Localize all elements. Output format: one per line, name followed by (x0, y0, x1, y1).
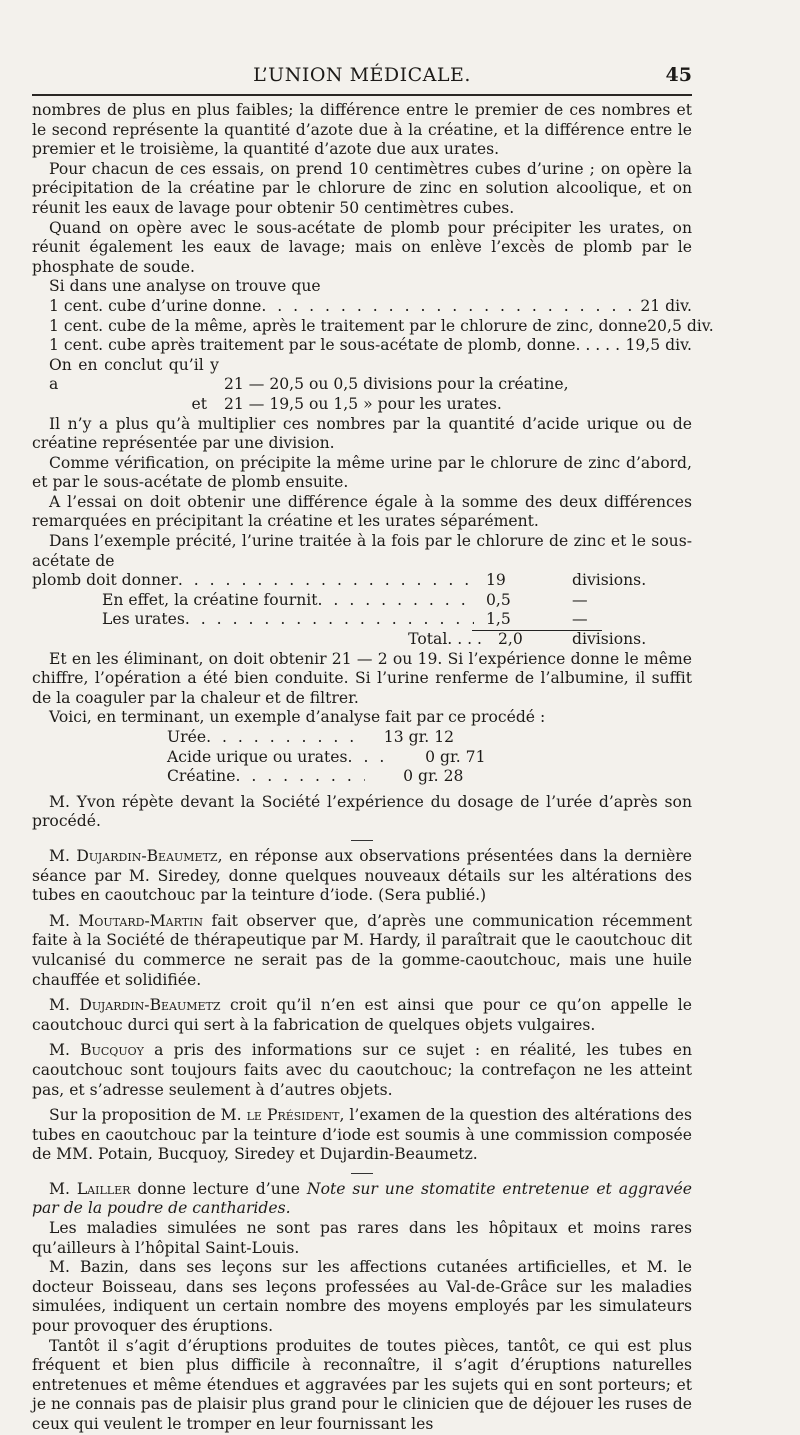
paragraph (32, 912, 692, 990)
row-label: plomb doit donner (32, 571, 178, 590)
row-value: 1,5 (486, 610, 511, 629)
paragraph: nombres de plus en plus faibles; la différence entre le premier de ces nombres et le second représente la quantité d’azote due à la créatine, et la différence entre le premier et le troisième, la quantité d’azote due aux urates. (32, 101, 692, 159)
measurement-value: 20,5 div. (647, 316, 714, 335)
analysis-row (32, 728, 692, 748)
paragraph: Tantôt il s’agit d’éruptions produites de toutes pièces, tantôt, ce qui est plus fréquent et bien plus difficile à reconnaître, il s’agit d’éruptions naturelles entretenues et même étendues et aggravées par les sujets qui en sont porteurs; et je ne connais pas de plaisir plus grand pour le clinicien que de déjouer les ruses de ceux qui veulent le tromper en leur fournissant les (32, 1336, 692, 1433)
dot-leader (178, 571, 474, 591)
speaker-name: M. Moutard-Martin (49, 911, 204, 930)
total-value: 2,0 (498, 630, 523, 649)
paragraph-text: fait observer que, d’après une communication récemment faite à la Société de thérapeutique par M. Hardy, il paraîtrait que le caoutchouc dit vulcanisé du commerce ne serait pas de la gomme-caoutchouc, mais une huile chauffée et solidifiée. (32, 911, 692, 989)
divisions-table (32, 571, 692, 649)
measurement-label: 1 cent. cube d’urine donne (49, 296, 262, 315)
measurement-line (32, 297, 692, 317)
table-row (32, 571, 692, 591)
row-unit: — (572, 610, 588, 629)
analysis-label: Urée (167, 728, 207, 746)
paragraph-text: donne lecture d’une (130, 1179, 307, 1198)
table-row (32, 610, 692, 630)
paragraph-text: en réponse aux observations présentées dans la dernière séance par M. Siredey, donne quelques nouveaux détails sur les altérations des tubes en caoutchouc par la teinture d’iode. (Sera publié.) (32, 846, 692, 905)
paragraph: Si dans une analyse on trouve que (49, 277, 321, 296)
measurement-value: 21 div. (640, 296, 692, 315)
row-value: 0,5 (486, 590, 511, 609)
dot-leader (206, 728, 356, 748)
analysis-value: 0 gr. 71 (425, 747, 486, 766)
paragraph (32, 996, 692, 1035)
table-row (32, 591, 692, 611)
dot-leader (261, 297, 640, 317)
analysis-label: Acide urique ou urates (167, 747, 348, 766)
paragraph: Voici, en terminant, un exemple d’analyse fait par ce procédé : (49, 708, 546, 727)
article-body (32, 101, 714, 1435)
paragraph: Dans l’exemple précité, l’urine traitée à la fois par le chlorure de zinc et le sous-acétate de (32, 532, 692, 570)
paragraph-text: croit qu’il n’en est ainsi que pour ce qu’on appelle le caoutchouc durci qui sert à la fabrication de quelques objets vulgaires. (32, 996, 692, 1034)
measurement-label: 1 cent. cube de la même, après le traitement par le chlorure de zinc, donne (49, 316, 648, 335)
measurement-line (32, 336, 692, 356)
conclusion-formula: 21 — 20,5 ou 0,5 divisions pour la créatine, (223, 375, 569, 394)
row-label: En effet, la créatine fournit (102, 590, 318, 609)
paragraph-text: Sur la proposition de M. (49, 1106, 247, 1125)
dot-leader (235, 767, 365, 787)
row-unit: — (572, 590, 588, 609)
paragraph-text: l’examen de la question des altérations des tubes en caoutchouc par la teinture d’iode est soumis à une commission composée de MM. Potain, Bucquoy, Siredey et Dujardin-Beaumetz. (32, 1106, 692, 1164)
paragraph-text: a pris des informations sur ce sujet : en réalité, les tubes en caoutchouc sont toujours faits avec du caoutchouc; la contrefaçon ne les atteint pas, et s’adresse seulement à d’autres objets. (32, 1041, 692, 1099)
analysis-label: Créatine (167, 767, 236, 786)
dot-leader (185, 610, 474, 630)
speaker-name: M. Dujardin-Beaumetz (49, 996, 221, 1015)
paragraph: A l’essai on doit obtenir une différence égale à la somme des deux différences remarquées en précipitant la créatine et les urates séparément. (32, 492, 692, 531)
paragraph: M. Bazin, dans ses leçons sur les affections cutanées artificielles, et M. le docteur Boisseau, dans ses leçons professées au Val-de-Grâce sur les maladies simulées, indiquent un certain nombre des moyens employés par les simulateurs pour provoquer des éruptions. (32, 1258, 692, 1336)
conclusion-label: et (191, 394, 207, 413)
table-total-row (32, 630, 692, 650)
paragraph (32, 1106, 692, 1165)
row-label: Les urates (102, 610, 185, 629)
paragraph (32, 847, 692, 906)
note-title: Note sur une stomatite entretenue et aggravée par de la poudre de cantharides. (32, 1179, 692, 1218)
measurement-label: 1 cent. cube après traitement par le sous-acétate de plomb, donne. . . . . (49, 336, 621, 355)
measurement-value: 19,5 div. (625, 336, 692, 355)
speaker-name: le Président, (246, 1106, 345, 1125)
conclusion-line (32, 395, 692, 415)
paragraph: Et en les éliminant, on doit obtenir 21 — 2 ou 19. Si l’expérience donne le même chiffre, l’opération a été bien conduite. Si l’urine renferme de l’albumine, il suffit de la coaguler par la chaleur et de filtrer. (32, 649, 692, 707)
sum-rule (472, 630, 602, 631)
dot-leader (318, 591, 475, 611)
paragraph: Pour chacun de ces essais, on prend 10 centimètres cubes d’urine ; on opère la précipitation de la créatine par le chlorure de zinc en solution alcoolique, et on réunit les eaux de lavage pour obtenir 50 centimètres cubes. (32, 159, 692, 217)
paragraph (32, 1041, 692, 1100)
section-divider (351, 840, 373, 841)
speaker-name: M. Dujardin-Beaumetz, (49, 846, 223, 865)
section-divider (351, 1173, 373, 1174)
analysis-value: 13 gr. 12 (383, 728, 455, 746)
row-value: 19 (486, 571, 506, 590)
speaker-name: M. Lailler (49, 1179, 131, 1198)
running-header (32, 60, 692, 96)
journal-title: L’UNION MÉDICALE. (253, 64, 471, 86)
total-label: Total. . . . (408, 630, 482, 649)
row-unit: divisions. (572, 571, 647, 590)
paragraph (32, 1180, 692, 1219)
measurement-line (32, 316, 714, 337)
analysis-row (32, 748, 692, 768)
analysis-row (32, 767, 692, 787)
paragraph: Comme vérification, on précipite la même urine par le chlorure de zinc d’abord, et par le sous-acétate de plomb ensuite. (32, 453, 692, 492)
paragraph: Il n’y a plus qu’à multiplier ces nombres par la quantité d’acide urique ou de créatine représentée par une division. (32, 414, 692, 453)
analysis-value: 0 gr. 28 (403, 767, 464, 786)
speaker-name: M. Bucquoy (49, 1041, 144, 1060)
dot-leader (348, 748, 388, 768)
conclusion-line (32, 356, 692, 395)
conclusion-label: On en conclut qu’il y a (49, 355, 219, 394)
conclusion-formula: 21 — 19,5 ou 1,5 » pour les urates. (223, 394, 502, 413)
page-number: 45 (665, 64, 692, 86)
paragraph: Quand on opère avec le sous-acétate de plomb pour précipiter les urates, on réunit également les eaux de lavage; mais on enlève l’excès de plomb par le phosphate de soude. (32, 218, 692, 276)
paragraph: Les maladies simulées ne sont pas rares dans les hôpitaux et moins rares qu’ailleurs à l’hôpital Saint-Louis. (32, 1219, 692, 1257)
paragraph: M. Yvon répète devant la Société l’expérience du dosage de l’urée d’après son procédé. (32, 792, 692, 831)
total-unit: divisions. (572, 630, 647, 649)
analysis-table (32, 728, 692, 787)
